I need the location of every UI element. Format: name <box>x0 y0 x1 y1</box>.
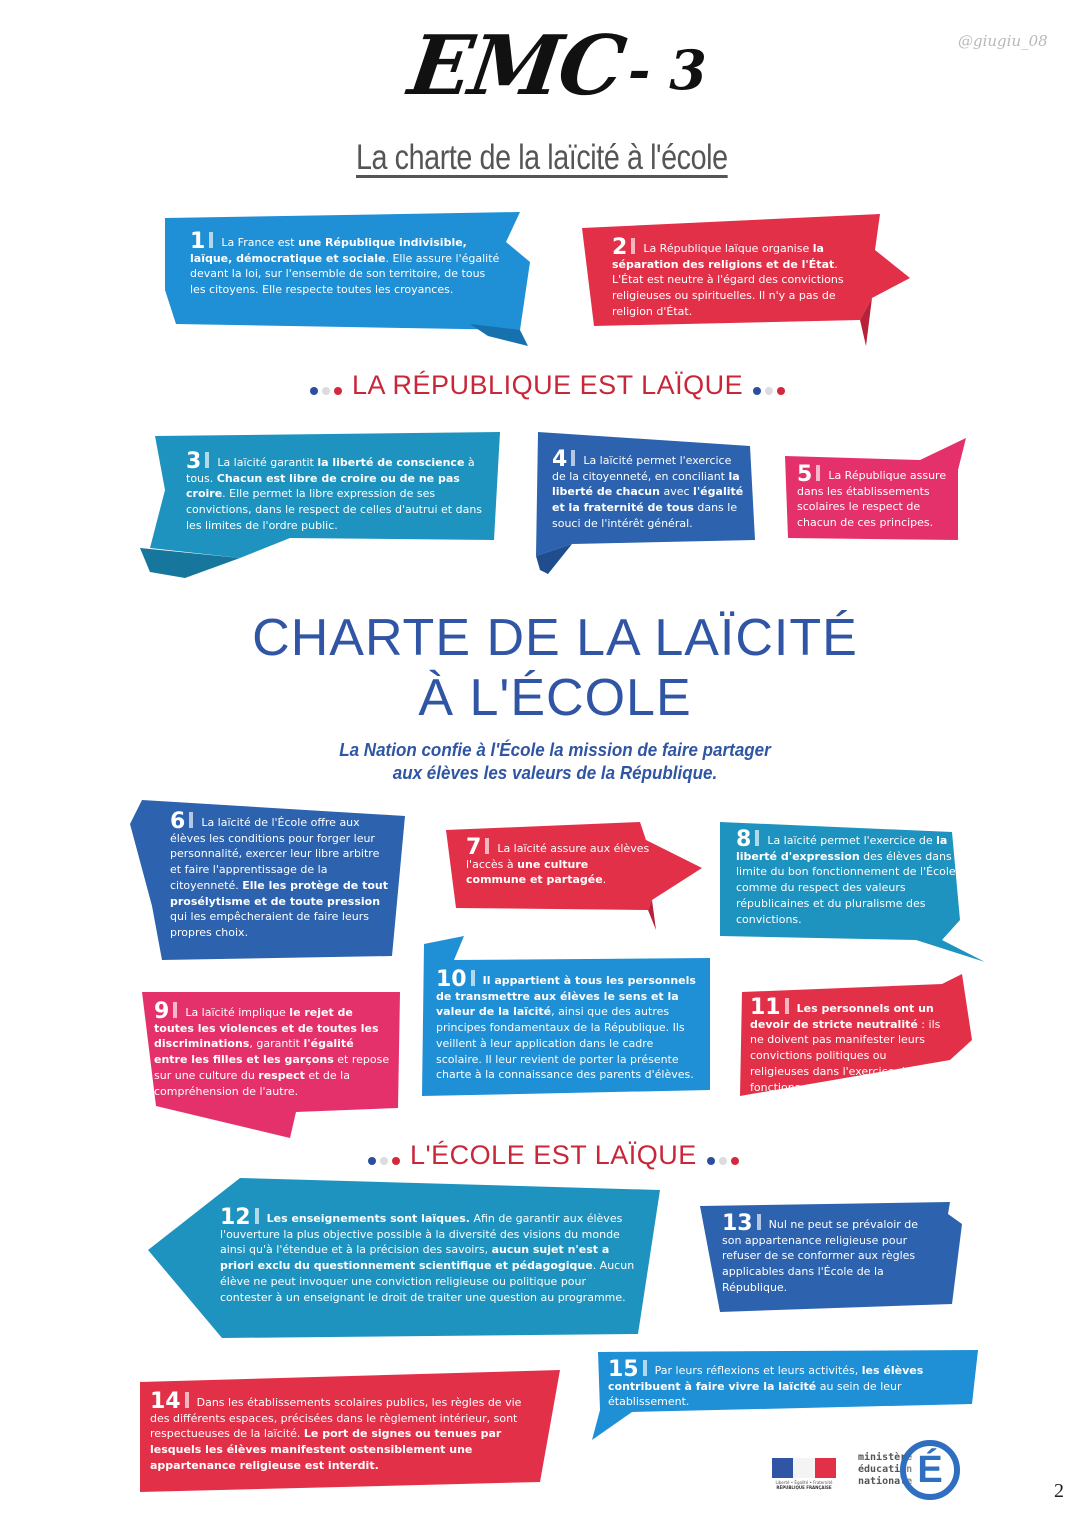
article-12 <box>220 1205 640 1305</box>
republique-francaise-logo: Liberté • Égalité • Fraternité RÉPUBLIQUE FRANÇAISE <box>772 1458 836 1490</box>
tricolor-dots-icon <box>366 1141 402 1172</box>
ministere-logo-text: ministère éducation nationale <box>858 1452 913 1487</box>
article-text: , ainsi que des autres principes fondamentaux de la République. Ils veillent à leur application dans le cadre scolaire. Il leur revient de porter la présente charte à la connaissance des parents d'élèves. <box>436 1005 694 1082</box>
article-text: . L'État est neutre à l'égard des convictions religieuses ou spirituelles. Il n'y a pas de religion d'État. <box>612 257 844 318</box>
article-text: Afin de garantir aux élèves l'ouverture la plus objective possible à la diversité des visions du monde ainsi qu'à l'étendue et à la précision des savoirs, <box>220 1212 623 1257</box>
article-text: . Elle assure l'égalité devant la loi, sur l'ensemble de son territoire, de tous les citoyens. Elle respecte toutes les croyances. <box>190 251 500 297</box>
article-number: 11 <box>750 995 781 1020</box>
article-text: avec <box>659 485 694 499</box>
article-text: Nul ne peut se prévaloir de son appartenance religieuse pour refuser de se conformer aux règles applicables dans l'École de la République. <box>722 1218 919 1294</box>
page-heading-number: - 3 <box>628 38 707 102</box>
article-number: 13 <box>722 1211 753 1236</box>
article-1 <box>190 229 500 298</box>
separator-bar <box>173 1002 177 1018</box>
page-subtitle: La charte de la laïcité à l'école <box>356 138 728 177</box>
article-text-emphasis: une République indivisible, laïque, démocratique et sociale <box>190 236 467 265</box>
article-text: au sein de leur établissement. <box>608 1379 902 1409</box>
separator-bar <box>816 465 820 481</box>
article-text: . Aucun élève ne peut invoquer une conviction religieuse ou politique pour contester à un enseignant le droit de traiter une question au programme. <box>220 1259 635 1304</box>
charter-title: CHARTE DE LA LAÏCITÉ À L'ÉCOLE <box>252 609 858 727</box>
separator-bar <box>643 1360 647 1376</box>
article-text-emphasis: Le port de signes ou tenues par lesquels les élèves manifestent ostensiblement une appartenance religieuse est interdit. <box>150 1427 502 1472</box>
article-3 <box>186 449 486 534</box>
article-number: 10 <box>436 967 467 992</box>
article-text-emphasis: la liberté de chacun <box>552 469 740 499</box>
article-number: 1 <box>190 229 206 254</box>
separator-bar <box>755 830 759 846</box>
article-text-emphasis: l'égalité et la fraternité de tous <box>552 485 744 515</box>
article-text-emphasis: le rejet de toutes les violences et de toutes les discriminations <box>154 1006 379 1051</box>
article-text-emphasis: les élèves contribuent à faire vivre la laïcité <box>608 1364 924 1393</box>
article-text: et de la compréhension de l'autre. <box>154 1068 350 1098</box>
article-5 <box>797 462 957 531</box>
article-text: La laïcité assure aux élèves l'accès à <box>466 842 650 871</box>
article-text: qui les empêcheraient de faire leurs propres choix. <box>170 910 369 939</box>
separator-bar <box>571 450 575 466</box>
article-text-emphasis: respect <box>258 1068 305 1082</box>
article-14 <box>150 1389 542 1474</box>
article-11 <box>750 995 946 1095</box>
article-text-emphasis: la liberté d'expression <box>736 834 948 863</box>
article-number: 14 <box>150 1389 181 1414</box>
article-text: . Elle permet la libre expression de ses convictions, dans le respect de celles d'autrui et dans les limites de l'ordre public. <box>186 487 483 532</box>
separator-bar <box>205 452 209 468</box>
article-8 <box>736 827 968 927</box>
tricolor-dots-icon <box>705 1141 741 1172</box>
tricolor-dots-icon <box>751 371 787 402</box>
article-number: 5 <box>797 462 813 487</box>
article-text: La laïcité permet l'exercice de <box>767 834 937 847</box>
separator-bar <box>631 238 635 254</box>
separator-bar <box>255 1208 259 1224</box>
article-number: 2 <box>612 235 628 260</box>
separator-bar <box>209 232 213 248</box>
article-number: 9 <box>154 999 170 1024</box>
article-number: 8 <box>736 827 752 852</box>
article-10 <box>436 967 702 1083</box>
article-9 <box>154 999 390 1099</box>
article-text-emphasis: Les personnels ont un devoir de stricte neutralité <box>750 1002 934 1031</box>
article-text: Par leurs réflexions et leurs activités, <box>654 1364 862 1377</box>
article-6 <box>170 809 390 941</box>
article-text-emphasis: une culture commune et partagée <box>466 857 603 887</box>
page-number: 2 <box>1054 1480 1064 1502</box>
separator-bar <box>471 970 475 986</box>
article-number: 15 <box>608 1357 639 1382</box>
charter-subtitle: La Nation confie à l'École la mission de faire partager aux élèves les valeurs de la République. <box>339 739 771 783</box>
article-text: La République assure dans les établissements scolaires le respect de chacun de ces principes. <box>797 469 947 530</box>
article-number: 6 <box>170 809 186 834</box>
separator-bar <box>185 1392 189 1408</box>
article-15 <box>608 1357 978 1410</box>
article-text: , garantit <box>249 1037 304 1051</box>
article-text: Dans les établissements scolaires publics, les règles de vie des différents espaces, précisées dans le règlement intérieur, sont respectueuses de la laïcité. <box>150 1396 522 1441</box>
section-title-ecole: L'ÉCOLE EST LAÏQUE <box>358 1140 749 1172</box>
article-number: 12 <box>220 1205 251 1230</box>
tricolor-dots-icon <box>308 371 344 402</box>
article-text: dans le souci de l'intérêt général. <box>552 501 738 530</box>
separator-bar <box>757 1214 761 1230</box>
article-text: La laïcité de l'École offre aux élèves les conditions pour forger leur personnalité, exercer leur libre arbitre et faire l'apprentissage de la citoyenneté. <box>170 816 380 892</box>
article-text: La France est <box>221 236 299 249</box>
section-title-republique: LA RÉPUBLIQUE EST LAÏQUE <box>300 370 795 402</box>
article-text: et repose sur une culture du <box>154 1053 390 1082</box>
article-7 <box>466 835 652 888</box>
author-watermark: @giugiu_08 <box>958 32 1048 50</box>
article-text: des élèves dans la limite du bon fonctionnement de l'École comme du respect des valeurs républicaines et du pluralisme des convictions. <box>736 849 965 926</box>
article-text-emphasis: Il appartient à tous les personnels de transmettre aux élèves le sens et la valeur de la laïcité <box>436 974 696 1019</box>
article-text-emphasis: Elle les protège de tout prosélytisme et de toute pression <box>170 878 388 908</box>
article-text-emphasis: la séparation des religions et de l'État <box>612 242 835 271</box>
article-text-emphasis: l'égalité entre les filles et les garçons <box>154 1037 354 1067</box>
page-heading: EMC <box>403 18 630 114</box>
article-text-emphasis: Chacun est libre de croire ou de ne pas croire <box>186 471 460 501</box>
article-text: La laïcité garantit <box>217 456 318 469</box>
article-2 <box>612 235 862 320</box>
article-text-emphasis: Les enseignements sont laïques. <box>266 1212 470 1225</box>
article-text: . <box>602 873 607 887</box>
article-text: : ils ne doivent pas manifester leurs convictions politiques ou religieuses dans l'exercice de leurs fonctions. <box>750 1017 943 1094</box>
article-text: La République laïque organise <box>643 242 813 255</box>
article-text-emphasis: la liberté de conscience <box>317 456 465 469</box>
article-number: 4 <box>552 447 568 472</box>
article-number: 7 <box>466 835 482 860</box>
article-13 <box>722 1211 934 1296</box>
article-number: 3 <box>186 449 202 474</box>
article-text: La laïcité permet l'exercice de la citoyenneté, en conciliant <box>552 454 732 483</box>
article-text: à tous. <box>186 456 475 485</box>
ministere-e-logo-icon: É <box>900 1440 960 1500</box>
separator-bar <box>189 812 193 828</box>
article-4 <box>552 447 748 532</box>
article-text: La laïcité implique <box>185 1006 290 1019</box>
article-text-emphasis: aucun sujet n'est a priori exclu du questionnement scientifique et pédagogique <box>220 1243 610 1273</box>
separator-bar <box>785 998 789 1014</box>
separator-bar <box>485 838 489 854</box>
